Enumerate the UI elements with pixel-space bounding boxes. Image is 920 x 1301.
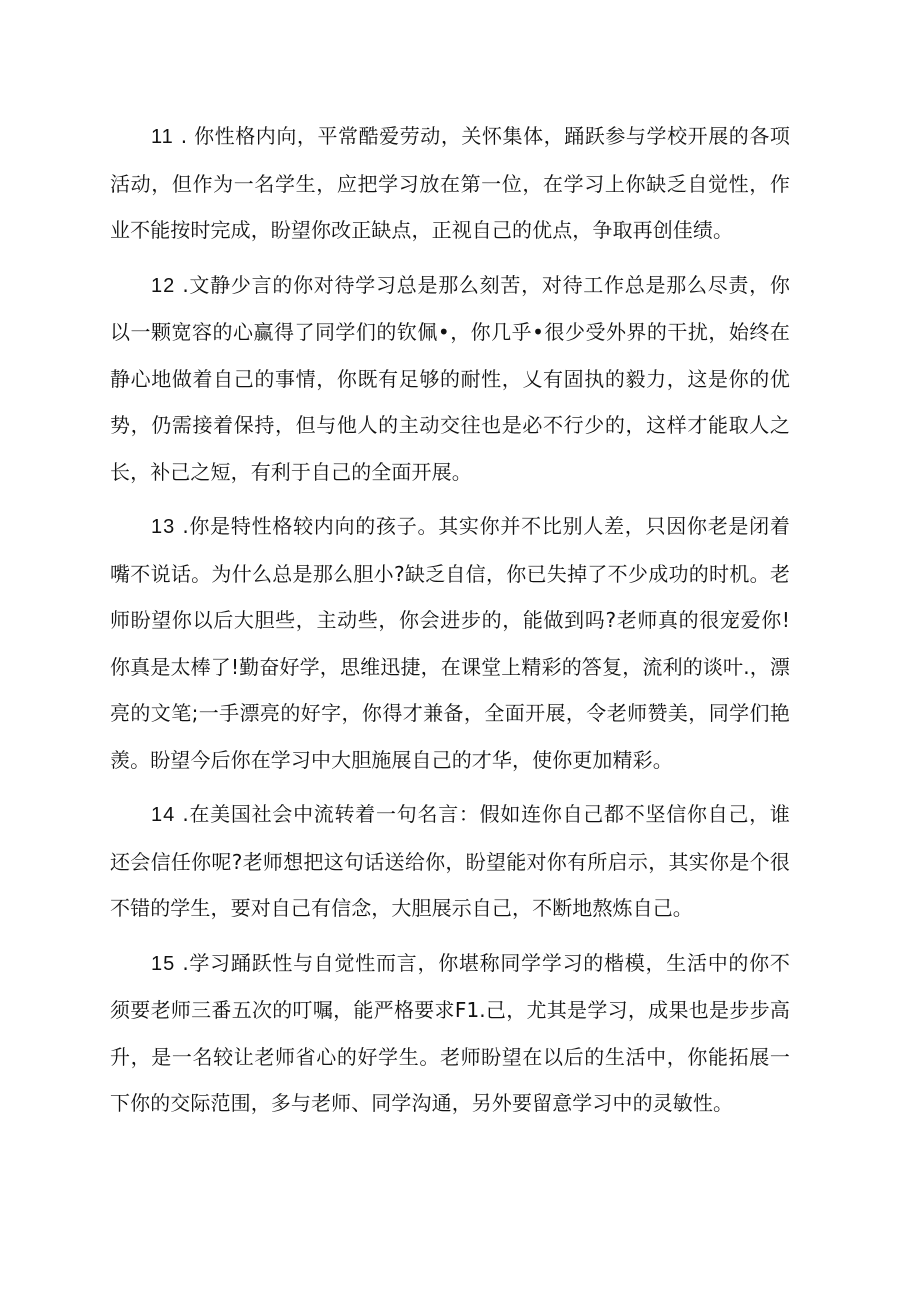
- paragraph-12: [110, 262, 790, 496]
- paragraph-11: [110, 113, 790, 254]
- paragraph-14: [110, 791, 790, 932]
- paragraph-text: .文静少言的你对待学习总是那么刻苦，对待工作总是那么尽责，你以一颗宽容的心赢得了同学们的钦佩•，你几乎•很少受外界的干扰，始终在静心地做着自己的事情，你既有足够的耐性，乂有固执的毅力，这是你的优势，仍需接着保持，但与他人的主动交往也是必不行少的，这样才能取人之长，补己之短，有利于自己的全面开展。: [110, 272, 790, 484]
- paragraph-number: 12: [151, 274, 176, 297]
- paragraph-number: 15: [151, 952, 176, 975]
- paragraph-number: 14: [151, 804, 176, 826]
- paragraph-text: .学习踊跃性与自觉性而言，你堪称同学学习的楷模，生活中的你不须要老师三番五次的叮嘱，能严格要求F1.己，尤其是学习，成果也是步步高升，是一名较让老师省心的好学生。老师盼望在以后的生活中，你能拓展一下你的交际范围，多与老师、同学沟通，另外要留意学习中的灵敏性。: [110, 950, 790, 1115]
- paragraph-text: . 你性格内向，平常酷爱劳动，关怀集体，踊跃参与学校开展的各项活动，但作为一名学生，应把学习放在第一位，在学习上你缺乏自觉性，作业不能按时完成，盼望你改正缺点，正视自己的优点，争取再创佳绩。: [110, 124, 790, 242]
- document-body: [110, 113, 790, 1135]
- paragraph-number: 13: [151, 516, 176, 538]
- paragraph-number: 11: [151, 126, 174, 148]
- paragraph-15: [110, 940, 790, 1127]
- paragraph-13: [110, 503, 790, 783]
- paragraph-text: .在美国社会中流转着一句名言：假如连你自己都不坚信你自己，谁还会信任你呢?老师想把这句话送给你，盼望能对你有所启示，其实你是个很不错的学生，要对自己有信念，大胆展示自己，不断地熬炼自己。: [110, 802, 790, 920]
- paragraph-text: .你是特性格较内向的孩子。其实你并不比别人差，只因你老是闭着嘴不说话。为什么总是那么胆小?缺乏自信，你已失掉了不少成功的时机。老师盼望你以后大胆些，主动些，你会进步的，能做到吗?老师真的很宠爱你!你真是太棒了!勤奋好学，思维迅捷，在课堂上精彩的答复，流利的谈叶.，漂亮的文笔;一手漂亮的好字，你得才兼备，全面开展，令老师赞美，同学们艳羡。盼望今后你在学习中大胆施展自己的才华，使你更加精彩。: [110, 514, 790, 772]
